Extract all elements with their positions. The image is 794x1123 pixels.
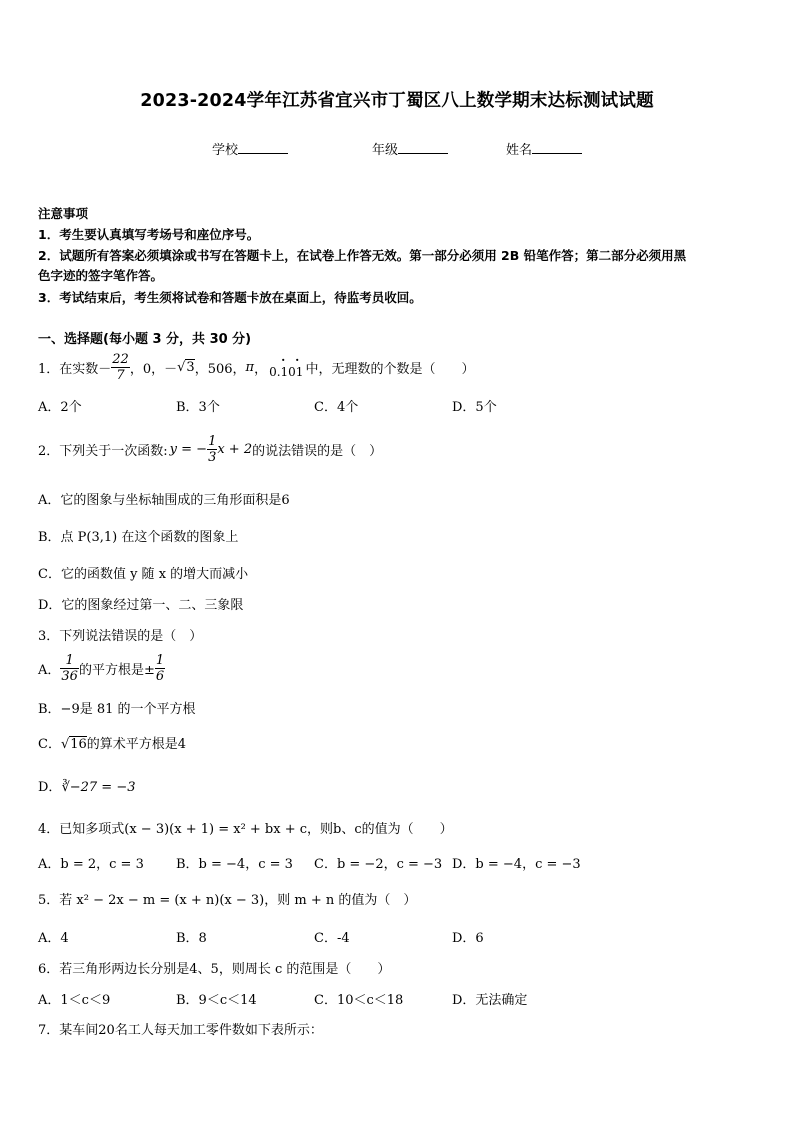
name-label: 姓名 xyxy=(506,143,533,158)
q1-pi: π xyxy=(245,359,255,375)
q2-option-a: A．它的图象与坐标轴围成的三角形面积是6 xyxy=(38,493,290,508)
q2-prefix: 2．下列关于一次函数: xyxy=(38,443,168,459)
q1-suffix: 中，无理数的个数是（ ） xyxy=(305,361,475,377)
question-2 xyxy=(38,432,382,466)
q5-option-c: C．-4 xyxy=(314,931,350,946)
q1-fraction: $\frac{22}{7}$ xyxy=(112,351,129,383)
q4-option-c: C．b = −2，c = −3 xyxy=(314,857,443,872)
grade-blank xyxy=(398,141,448,154)
q5-option-d: D．6 xyxy=(452,931,484,946)
q2-option-d: D．它的图象经过第一、二、三象限 xyxy=(38,598,244,613)
q6-option-c: C．10＜c＜18 xyxy=(314,993,404,1008)
school-label: 学校 xyxy=(212,143,239,158)
q1-mid: ，0，－ xyxy=(129,361,178,377)
q3-option-d: D．∛−27 = −3 xyxy=(38,780,136,795)
q2-suffix: 的说法错误的是（ ） xyxy=(252,443,383,459)
q6-option-d: D．无法确定 xyxy=(452,993,528,1008)
q1-repeating-decimal: 0.101 · · xyxy=(269,353,304,379)
q2-option-c: C．它的函数值 y 随 x 的增大而减小 xyxy=(38,567,249,582)
q4-option-a: A．b = 2，c = 3 xyxy=(38,857,144,872)
question-7: 7．某车间20名工人每天加工零件数如下表所示： xyxy=(38,1023,323,1038)
q1-option-b: B．3个 xyxy=(176,400,220,415)
q1-prefix: 1．在实数－ xyxy=(38,361,112,377)
question-6: 6．若三角形两边长分别是4、5，则周长 c 的范围是（ ） xyxy=(38,962,391,977)
q3-option-c: C． √ 16 的算术平方根是4 xyxy=(38,737,187,752)
q3-fraction-2: $\frac{1}{6}$ xyxy=(155,652,165,684)
q5-option-a: A．4 xyxy=(38,931,69,946)
q1-option-a: A．2个 xyxy=(38,400,82,415)
question-5: 5．若 x² − 2x − m = (x + n)(x − 3)，则 m + n 的值为（ ） xyxy=(38,893,417,908)
q3-fraction-1: $\frac{1}{36}$ xyxy=(61,652,78,684)
name-blank xyxy=(532,141,582,154)
school-field xyxy=(212,139,288,158)
q2-option-b: B．点 P(3,1) 在这个函数的图象上 xyxy=(38,530,239,545)
q6-option-a: A．1＜c＜9 xyxy=(38,993,111,1008)
q1-sep: ， xyxy=(254,361,268,377)
school-blank xyxy=(238,141,288,154)
q2-y-eq: y = − xyxy=(169,441,208,457)
grade-field xyxy=(372,139,448,158)
q5-option-b: B．8 xyxy=(176,931,207,946)
page-title: 2023-2024学年江苏省宜兴市丁蜀区八上数学期末达标测试试题 xyxy=(140,91,654,111)
notice-item-1: 1．考生要认真填写考场号和座位序号。 xyxy=(38,227,260,242)
grade-label: 年级 xyxy=(372,143,399,158)
q1-sqrt: √ 3 xyxy=(177,360,195,375)
q4-option-d: D．b = −4，c = −3 xyxy=(452,857,581,872)
notice-heading: 注意事项 xyxy=(38,206,89,221)
notice-item-3: 3．考试结束后，考生须将试卷和答题卡放在桌面上，待监考员收回。 xyxy=(38,290,422,305)
q3-option-a: A． $\frac{1}{36}$ 的平方根是± $\frac{1}{6}$ xyxy=(38,652,165,684)
q2-fraction: $\frac{1}{3}$ xyxy=(208,433,217,465)
q1-option-c: C．4个 xyxy=(314,400,359,415)
q3-option-b: B．−9是 81 的一个平方根 xyxy=(38,702,196,717)
q1-after: ，506， xyxy=(194,361,246,377)
q4-option-b: B．b = −4，c = 3 xyxy=(176,857,293,872)
notice-item-2-cont: 色字迹的签字笔作答。 xyxy=(38,268,164,283)
question-3: 3．下列说法错误的是（ ） xyxy=(38,629,203,644)
question-4: 4．已知多项式(x − 3)(x + 1) = x² + bx + c，则b、c的值为（ ） xyxy=(38,822,453,837)
question-1 xyxy=(38,350,474,384)
q6-option-b: B．9＜c＜14 xyxy=(176,993,257,1008)
name-field xyxy=(506,139,582,158)
q1-option-d: D．5个 xyxy=(452,400,497,415)
q2-x-tail: x + 2 xyxy=(217,441,253,457)
notice-item-2: 2．试题所有答案必须填涂或书写在答题卡上，在试卷上作答无效。第一部分必须用 2B 铅笔作答；第二部分必须用黑 xyxy=(38,248,687,263)
section-heading: 一、选择题(每小题 3 分，共 30 分) xyxy=(38,332,252,347)
